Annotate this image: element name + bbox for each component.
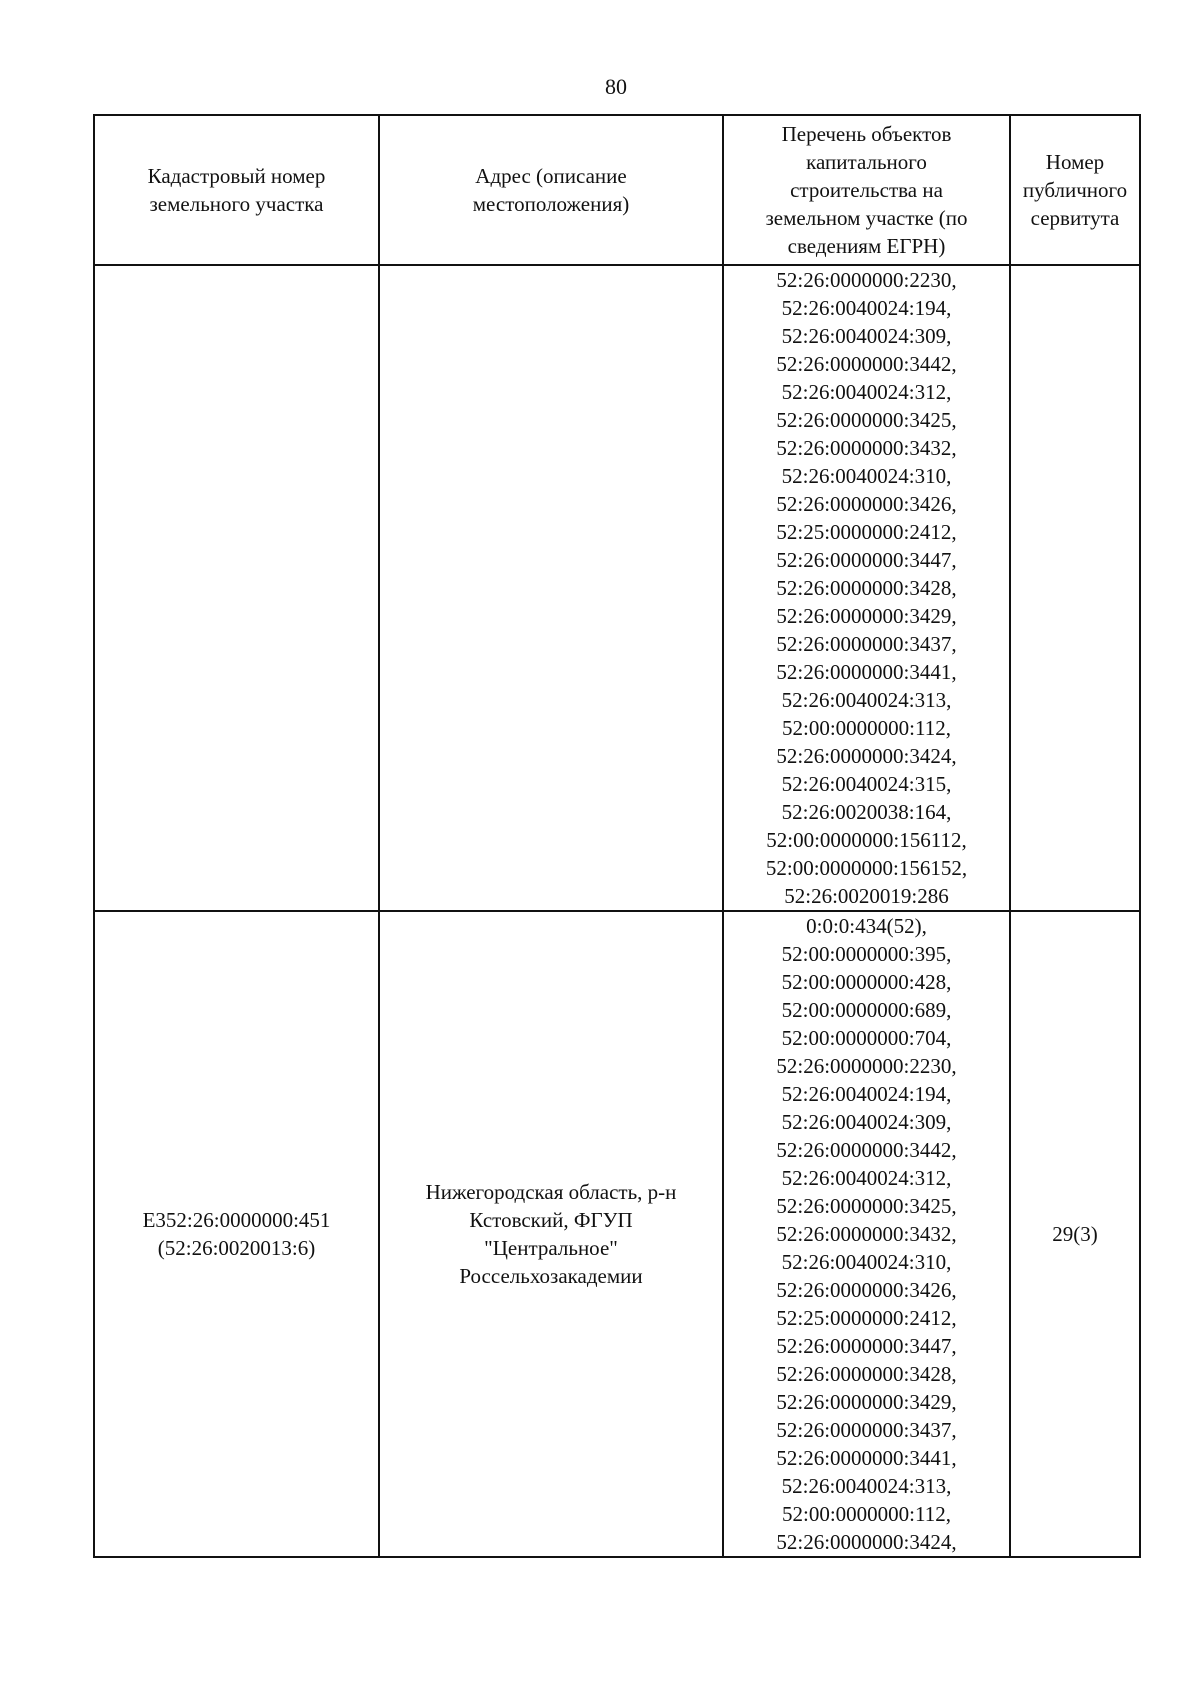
- object-cadastral-number: 52:26:0040024:310,: [781, 1250, 952, 1274]
- object-cadastral-number: 52:26:0000000:2230,: [776, 268, 957, 292]
- object-cadastral-number: 52:26:0040024:315,: [781, 772, 952, 796]
- object-cadastral-number: 52:26:0040024:313,: [781, 1474, 952, 1498]
- page-number: 80: [605, 74, 627, 99]
- object-cadastral-number: 52:25:0000000:2412,: [776, 1306, 957, 1330]
- object-cadastral-number: 52:26:0000000:3437,: [776, 1418, 957, 1442]
- object-cadastral-number: 52:26:0000000:3447,: [776, 548, 957, 572]
- object-cadastral-number: 52:26:0000000:3426,: [776, 1278, 957, 1302]
- cell-cadastral-number: Е352:26:0000000:451 (52:26:0020013:6): [94, 911, 379, 1557]
- object-cadastral-number: 52:26:0040024:194,: [781, 1082, 952, 1106]
- header-address: Адрес (описание местоположения): [379, 115, 723, 265]
- header-servitude-number: Номер публичного сервитута: [1010, 115, 1140, 265]
- object-cadastral-number: 0:0:0:434(52),: [806, 914, 927, 938]
- object-cadastral-number: 52:26:0040024:310,: [781, 464, 952, 488]
- table-row: [94, 911, 1140, 1557]
- cell-cadastral-number: [94, 265, 379, 911]
- objects-list: [724, 912, 1009, 1556]
- object-cadastral-number: 52:25:0000000:2412,: [776, 520, 957, 544]
- object-cadastral-number: 52:26:0000000:3428,: [776, 576, 957, 600]
- cell-servitude-number: 29(3): [1010, 911, 1140, 1557]
- object-cadastral-number: 52:26:0020038:164,: [781, 800, 952, 824]
- object-cadastral-number: 52:26:0000000:3447,: [776, 1334, 957, 1358]
- cell-address: [379, 265, 723, 911]
- object-cadastral-number: 52:26:0040024:309,: [781, 1110, 952, 1134]
- object-cadastral-number: 52:26:0020019:286: [784, 884, 949, 908]
- header-objects-list: Перечень объектов капитального строительства на земельном участке (по сведениям ЕГРН): [723, 115, 1010, 265]
- object-cadastral-number: 52:00:0000000:704,: [781, 1026, 952, 1050]
- object-cadastral-number: 52:00:0000000:428,: [781, 970, 952, 994]
- table-row: [94, 265, 1140, 911]
- object-cadastral-number: 52:26:0040024:309,: [781, 324, 952, 348]
- cell-servitude-number: [1010, 265, 1140, 911]
- object-cadastral-number: 52:26:0000000:3437,: [776, 632, 957, 656]
- object-cadastral-number: 52:26:0000000:3428,: [776, 1362, 957, 1386]
- object-cadastral-number: 52:26:0000000:3426,: [776, 492, 957, 516]
- object-cadastral-number: 52:26:0000000:3429,: [776, 604, 957, 628]
- object-cadastral-number: 52:26:0040024:194,: [781, 296, 952, 320]
- servitude-table: [93, 114, 1141, 1558]
- object-cadastral-number: 52:26:0000000:3442,: [776, 1138, 957, 1162]
- object-cadastral-number: 52:26:0000000:3432,: [776, 436, 957, 460]
- object-cadastral-number: 52:26:0000000:3425,: [776, 408, 957, 432]
- object-cadastral-number: 52:26:0000000:3424,: [776, 1530, 957, 1554]
- object-cadastral-number: 52:26:0000000:3432,: [776, 1222, 957, 1246]
- object-cadastral-number: 52:26:0040024:312,: [781, 1166, 952, 1190]
- object-cadastral-number: 52:00:0000000:112,: [782, 1502, 951, 1526]
- table-header-row: [94, 115, 1140, 265]
- object-cadastral-number: 52:26:0000000:3442,: [776, 352, 957, 376]
- object-cadastral-number: 52:26:0040024:312,: [781, 380, 952, 404]
- cell-address: Нижегородская область, р-н Кстовский, ФГУП "Центральное" Россельхозакадемии: [379, 911, 723, 1557]
- object-cadastral-number: 52:26:0000000:3441,: [776, 1446, 957, 1470]
- object-cadastral-number: 52:26:0000000:3425,: [776, 1194, 957, 1218]
- object-cadastral-number: 52:00:0000000:689,: [781, 998, 952, 1022]
- object-cadastral-number: 52:00:0000000:156152,: [765, 856, 968, 880]
- cell-objects-list: [723, 265, 1010, 911]
- objects-list: [724, 266, 1009, 910]
- object-cadastral-number: 52:26:0000000:2230,: [776, 1054, 957, 1078]
- object-cadastral-number: 52:26:0000000:3424,: [776, 744, 957, 768]
- header-cadastral-number: Кадастровый номер земельного участка: [94, 115, 379, 265]
- object-cadastral-number: 52:00:0000000:112,: [782, 716, 951, 740]
- object-cadastral-number: 52:26:0000000:3429,: [776, 1390, 957, 1414]
- object-cadastral-number: 52:00:0000000:395,: [781, 942, 952, 966]
- object-cadastral-number: 52:00:0000000:156112,: [766, 828, 967, 852]
- object-cadastral-number: 52:26:0040024:313,: [781, 688, 952, 712]
- cell-objects-list: [723, 911, 1010, 1557]
- object-cadastral-number: 52:26:0000000:3441,: [776, 660, 957, 684]
